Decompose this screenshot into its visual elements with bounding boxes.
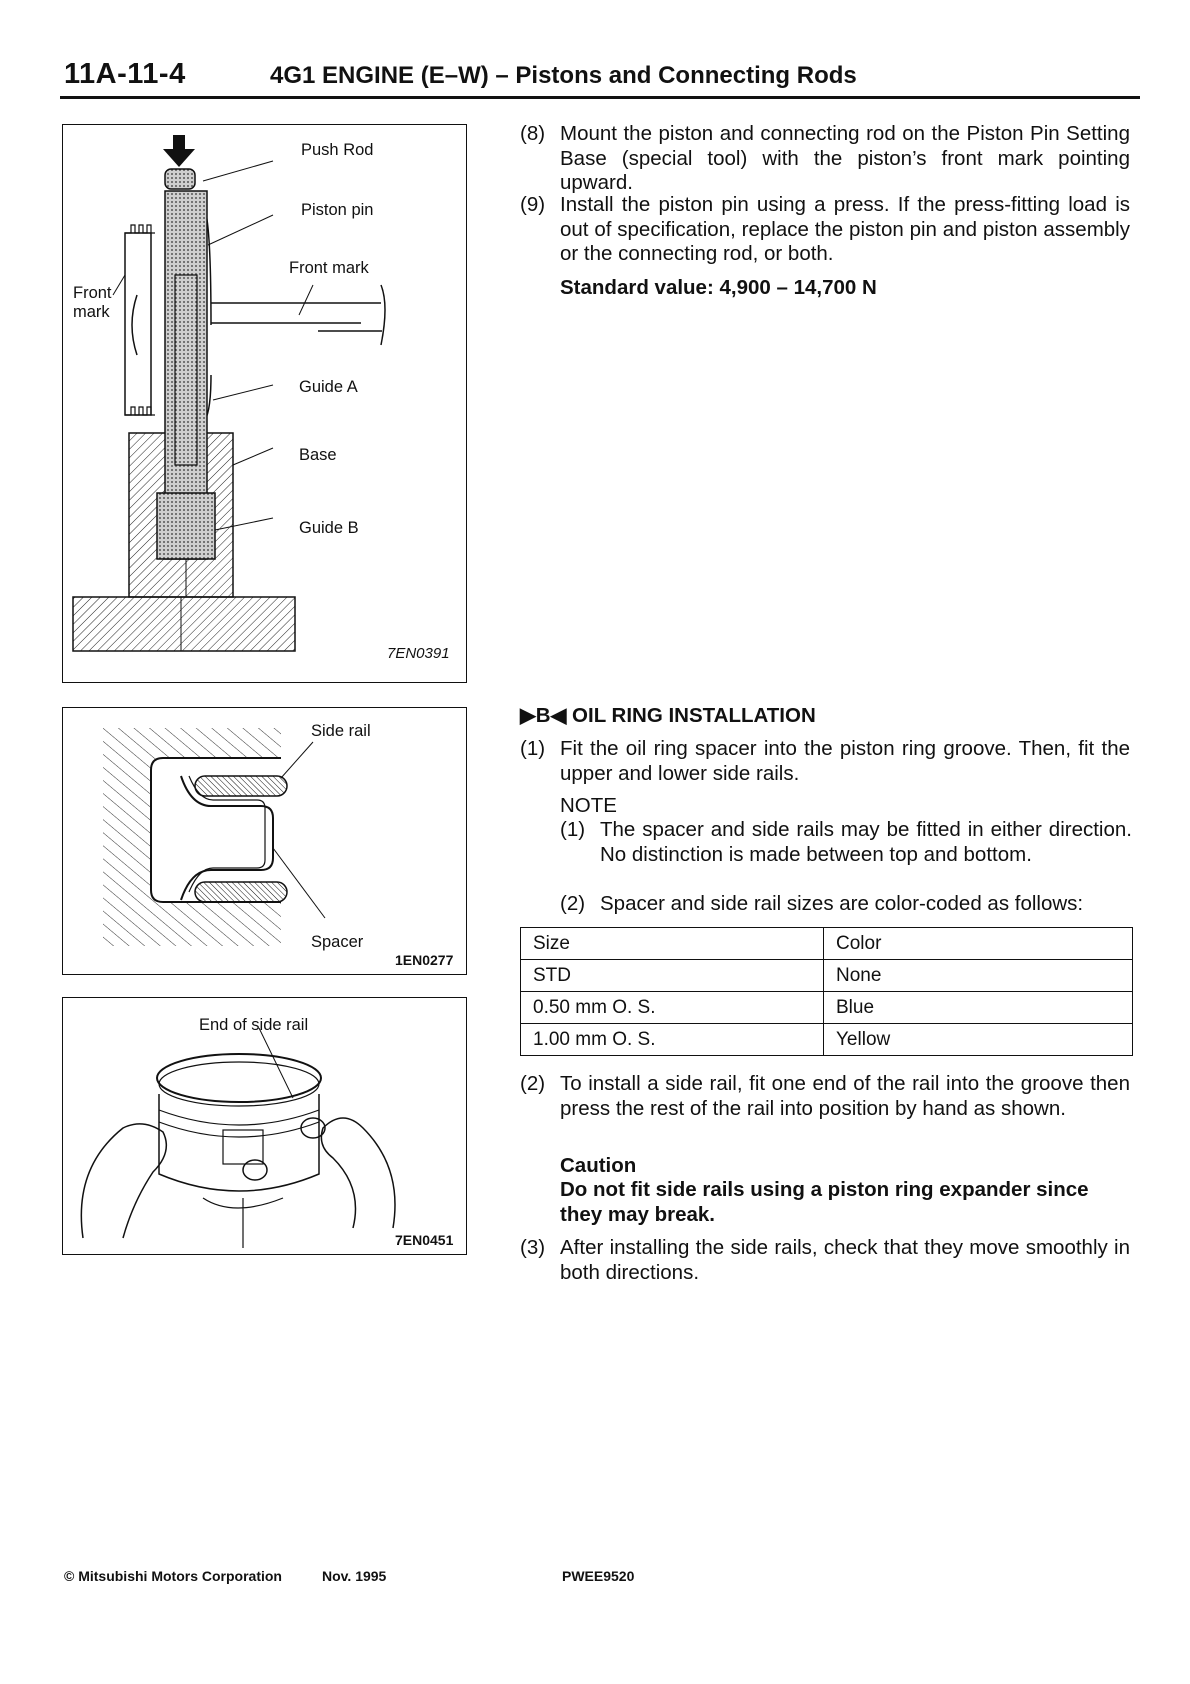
page-header (60, 58, 1140, 98)
section-marker: ▶B◀ (520, 704, 567, 727)
oil-ring-section-drawing (63, 708, 466, 974)
table-row (521, 960, 1133, 992)
label-guide-a: Guide A (299, 378, 358, 396)
table-cell-size: 1.00 mm O. S. (521, 1024, 824, 1056)
table-cell-color: None (824, 960, 1133, 992)
standard-value: Standard value: 4,900 – 14,700 N (560, 276, 877, 299)
note-title: NOTE (560, 794, 617, 817)
step-1-number: (1) (520, 737, 546, 760)
table-header-color: Color (824, 928, 1133, 960)
section-title: OIL RING INSTALLATION (572, 704, 816, 727)
label-spacer: Spacer (311, 933, 364, 951)
label-base: Base (299, 446, 337, 464)
figure-code-2: 1EN0277 (395, 952, 454, 968)
note-item-2-text: Spacer and side rail sizes are color-coded as follows: (600, 892, 1084, 915)
figure-code-3: 7EN0451 (395, 1232, 454, 1248)
label-guide-b: Guide B (299, 519, 359, 537)
figure-piston-pin-press (62, 124, 467, 683)
note-item-2-number: (2) (560, 892, 586, 915)
table-cell-color: Blue (824, 992, 1133, 1024)
step-8-text: Mount the piston and connecting rod on the Piston Pin Setting Base (special tool) with the piston’s front mark pointing upward. (560, 122, 1130, 194)
page-number: 11A-11-4 (64, 58, 186, 90)
table-cell-size: STD (521, 960, 824, 992)
caution-text: Do not fit side rails using a piston ring expander since they may break. (560, 1178, 1089, 1226)
label-side-rail: Side rail (311, 722, 371, 740)
steps-bottom (520, 1072, 1140, 1292)
step-2-text: To install a side rail, fit one end of the rail into the groove then press the rest of the rail into position by hand as shown. (560, 1072, 1130, 1120)
table-header-row (521, 928, 1133, 960)
label-end-of-side-rail: End of side rail (199, 1016, 309, 1034)
step-1-text: Fit the oil ring spacer into the piston ring groove. Then, fit the upper and lower side rails. (560, 737, 1130, 785)
side-rail-install-drawing (63, 998, 466, 1254)
step-9-text: Install the piston pin using a press. If the press-fitting load is out of specification, replace the piston pin and piston assembly or the connecting rod, or both. (560, 193, 1130, 265)
section-heading (520, 704, 1140, 729)
table-header-size: Size (521, 928, 824, 960)
table-row (521, 1024, 1133, 1056)
color-code-table (520, 927, 1133, 1056)
figure-code-1: 7EN0391 (387, 645, 450, 662)
step-8-number: (8) (520, 122, 546, 145)
label-piston-pin: Piston pin (301, 201, 374, 219)
label-front-mark-right: Front mark (289, 259, 369, 277)
label-push-rod: Push Rod (301, 141, 374, 159)
caution-title: Caution (560, 1154, 637, 1177)
footer-code: PWEE9520 (562, 1568, 635, 1584)
label-front-mark-left-2: mark (73, 303, 110, 321)
step-3-text: After installing the side rails, check that they move smoothly in both directions. (560, 1236, 1130, 1284)
steps-oil-ring (520, 737, 1140, 917)
page-title: 4G1 ENGINE (E–W) – Pistons and Connecting Rods (270, 62, 857, 89)
table-row (521, 992, 1133, 1024)
note-item-1-number: (1) (560, 818, 586, 841)
header-rule (60, 96, 1140, 99)
steps-top (520, 122, 1140, 312)
figure-side-rail-install (62, 997, 467, 1255)
step-9-number: (9) (520, 193, 546, 216)
footer-date: Nov. 1995 (322, 1568, 387, 1584)
table-cell-color: Yellow (824, 1024, 1133, 1056)
figure-oil-ring-section (62, 707, 467, 975)
step-2-number: (2) (520, 1072, 546, 1095)
piston-pin-press-drawing (63, 125, 466, 682)
step-3-number: (3) (520, 1236, 546, 1259)
table-cell-size: 0.50 mm O. S. (521, 992, 824, 1024)
footer-copyright: © Mitsubishi Motors Corporation (64, 1568, 282, 1584)
label-front-mark-left-1: Front (73, 284, 112, 302)
note-item-1-text: The spacer and side rails may be fitted in either direction. No distinction is made between top and bottom. (600, 818, 1132, 866)
